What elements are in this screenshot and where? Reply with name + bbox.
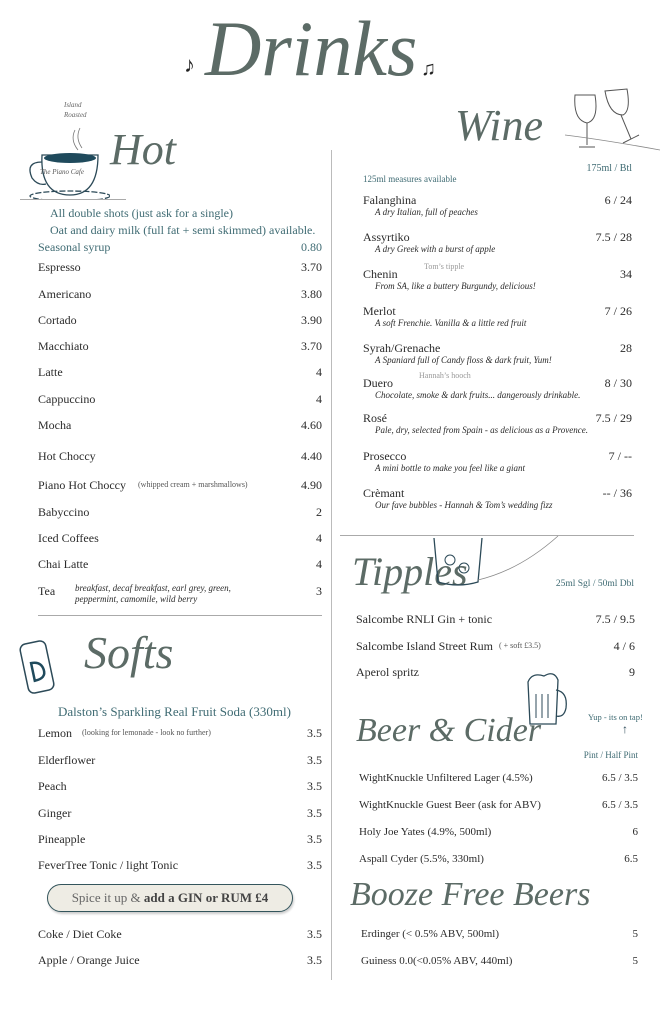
item-price: 7 / 26: [604, 304, 632, 318]
column-divider: [331, 150, 332, 980]
wine-glasses-icon: [565, 85, 661, 155]
item-name: Aperol spritz: [356, 665, 419, 679]
tipples-price-header: 25ml Sgl / 50ml Dbl: [555, 579, 634, 589]
page-title: Drinks: [205, 5, 418, 92]
item-description: peppermint, camomile, wild berry: [75, 594, 198, 604]
item-price: 3.70: [301, 339, 322, 353]
item-description: From SA, like a buttery Burgundy, delicious!: [375, 281, 536, 291]
booze-free-heading: Booze Free Beers: [350, 876, 591, 913]
item-price: 5: [632, 955, 638, 967]
logo-note: Island Roasted: [64, 101, 87, 119]
music-note-icon: ♪: [184, 52, 195, 77]
item-price: 3.5: [307, 927, 322, 941]
hot-heading: Hot: [110, 125, 176, 174]
item-price: 3.5: [307, 953, 322, 967]
item-name: Americano: [38, 287, 92, 301]
item-name: Cappuccino: [38, 392, 96, 406]
item-price: 3.80: [301, 287, 322, 301]
item-name: Crèmant: [363, 486, 405, 500]
item-name: Syrah/Grenache: [363, 341, 441, 355]
item-price: 3.5: [307, 753, 322, 767]
item-price: 6.5 / 3.5: [601, 799, 638, 811]
item-name: WightKnuckle Unfiltered Lager (4.5%): [359, 772, 533, 784]
item-price: 4: [316, 365, 322, 379]
music-note-icon: ♫: [421, 58, 436, 80]
item-description: breakfast, decaf breakfast, earl grey, green,: [75, 583, 231, 593]
item-price: 7 / --: [608, 449, 632, 463]
item-price: 4: [316, 531, 322, 545]
tipples-heading: Tipples: [352, 549, 468, 594]
item-name: Prosecco: [363, 449, 407, 463]
item-name: Salcombe RNLI Gin + tonic: [356, 612, 493, 626]
item-name: Aspall Cyder (5.5%, 330ml): [359, 853, 484, 865]
softs-subheading: Dalston’s Sparkling Real Fruit Soda (330ml): [58, 704, 291, 719]
item-name: Pineapple: [38, 832, 86, 846]
item-description: A dry Italian, full of peaches: [375, 207, 478, 217]
item-price: 4.90: [301, 478, 322, 492]
item-name: Erdinger (< 0.5% ABV, 500ml): [361, 928, 499, 940]
arrow-up-icon: ↑: [622, 722, 628, 736]
item-name: Babyccino: [38, 505, 90, 519]
item-name: FeverTree Tonic / light Tonic: [38, 858, 179, 872]
item-price: 3.5: [307, 832, 322, 846]
item-name: Chenin: [363, 267, 398, 281]
item-price: 34: [620, 267, 632, 281]
item-name: Cortado: [38, 313, 77, 327]
item-name: Espresso: [38, 260, 81, 274]
item-price: 6 / 24: [604, 193, 632, 207]
item-price: 6: [632, 826, 638, 838]
item-price: 3.5: [307, 806, 322, 820]
item-name: Chai Latte: [38, 557, 89, 571]
add-spirit-promo: [47, 884, 293, 912]
item-name: Peach: [38, 779, 67, 793]
wine-price-header: 175ml / Btl: [586, 163, 632, 174]
item-name: Falanghina: [363, 193, 417, 207]
item-price: 7.5 / 29: [595, 411, 632, 425]
item-price: 3.90: [301, 313, 322, 327]
item-price: 7.5 / 28: [595, 230, 632, 244]
item-name: Duero: [363, 376, 393, 390]
item-note: (whipped cream + marshmallows): [138, 480, 248, 489]
item-description: A mini bottle to make you feel like a giant: [375, 463, 526, 473]
item-name: Mocha: [38, 418, 72, 432]
tap-note: Yup - its on tap!: [588, 712, 643, 722]
item-price: 7.5 / 9.5: [595, 612, 635, 626]
item-price: 4: [316, 392, 322, 406]
item-name: Lemon: [38, 726, 72, 740]
item-description: A soft Frenchie. Vanilla & a little red fruit: [375, 318, 527, 328]
item-name: Piano Hot Choccy: [38, 478, 126, 492]
item-name: Elderflower: [38, 753, 96, 767]
wine-measure-note: 125ml measures available: [363, 174, 457, 184]
logo-text: The Piano Cafe: [40, 168, 84, 176]
softs-heading: Softs: [84, 627, 174, 678]
item-description: A dry Greek with a burst of apple: [375, 244, 496, 254]
item-price: -- / 36: [602, 486, 632, 500]
item-note: Hannah’s hooch: [419, 371, 471, 380]
item-name: Coke / Diet Coke: [38, 927, 122, 941]
item-name: Iced Coffees: [38, 531, 99, 545]
cocktail-glass-icon: [430, 530, 560, 590]
item-note: Tom’s tipple: [424, 262, 465, 271]
item-note: ( + soft £3.5): [499, 641, 541, 650]
item-price: 6.5: [624, 853, 638, 865]
item-name: Salcombe Island Street Rum: [356, 639, 493, 653]
soda-can-icon: [18, 632, 58, 698]
item-name: Guiness 0.0(<0.05% ABV, 440ml): [361, 955, 513, 967]
wine-heading: Wine: [455, 101, 543, 150]
syrup-name: Seasonal syrup: [38, 240, 111, 254]
item-note: (looking for lemonade - look no further): [82, 728, 211, 737]
syrup-price: 0.80: [301, 240, 322, 254]
item-price: 3.70: [301, 260, 322, 274]
item-price: 5: [632, 928, 638, 940]
promo-bold: add a GIN or RUM £4: [143, 890, 269, 905]
hot-note: Oat and dairy milk (full fat + semi skimmed) available.: [50, 223, 316, 237]
item-name: WightKnuckle Guest Beer (ask for ABV): [359, 799, 541, 811]
item-name: Merlot: [363, 304, 396, 318]
beer-heading: Beer & Cider: [356, 712, 542, 749]
item-price: 3.5: [307, 726, 322, 740]
item-description: A Spaniard full of Candy floss & dark fruit, Yum!: [375, 355, 552, 365]
item-price: 4: [316, 557, 322, 571]
item-price: 8 / 30: [604, 376, 632, 390]
item-price: 4 / 6: [613, 639, 635, 653]
item-name: Assyrtiko: [363, 230, 410, 244]
item-name: Tea: [38, 584, 56, 598]
item-description: Pale, dry, selected from Spain - as delicious as a Provence.: [375, 425, 589, 435]
item-price: 3.5: [307, 779, 322, 793]
item-name: Latte: [38, 365, 63, 379]
item-price: 3.5: [307, 858, 322, 872]
item-name: Apple / Orange Juice: [38, 953, 140, 967]
item-name: Hot Choccy: [38, 449, 96, 463]
item-price: 2: [316, 505, 322, 519]
item-price: 4.60: [301, 418, 322, 432]
hot-note: All double shots (just ask for a single): [50, 206, 233, 220]
item-name: Holy Joe Yates (4.9%, 500ml): [359, 826, 492, 838]
item-description: Chocolate, smoke & dark fruits... dangerously drinkable.: [375, 390, 581, 400]
item-name: Macchiato: [38, 339, 89, 353]
item-price: 28: [620, 341, 632, 355]
promo-prefix: Spice it up &: [71, 890, 144, 905]
item-name: Rosé: [363, 411, 387, 425]
item-price: 6.5 / 3.5: [601, 772, 638, 784]
beer-price-header: Pint / Half Pint: [583, 750, 638, 760]
item-description: Our fave bubbles - Hannah & Tom’s wedding fizz: [375, 500, 553, 510]
item-price: 4.40: [301, 449, 322, 463]
item-name: Ginger: [38, 806, 72, 820]
item-price: 9: [629, 665, 635, 679]
item-price: 3: [316, 584, 322, 598]
